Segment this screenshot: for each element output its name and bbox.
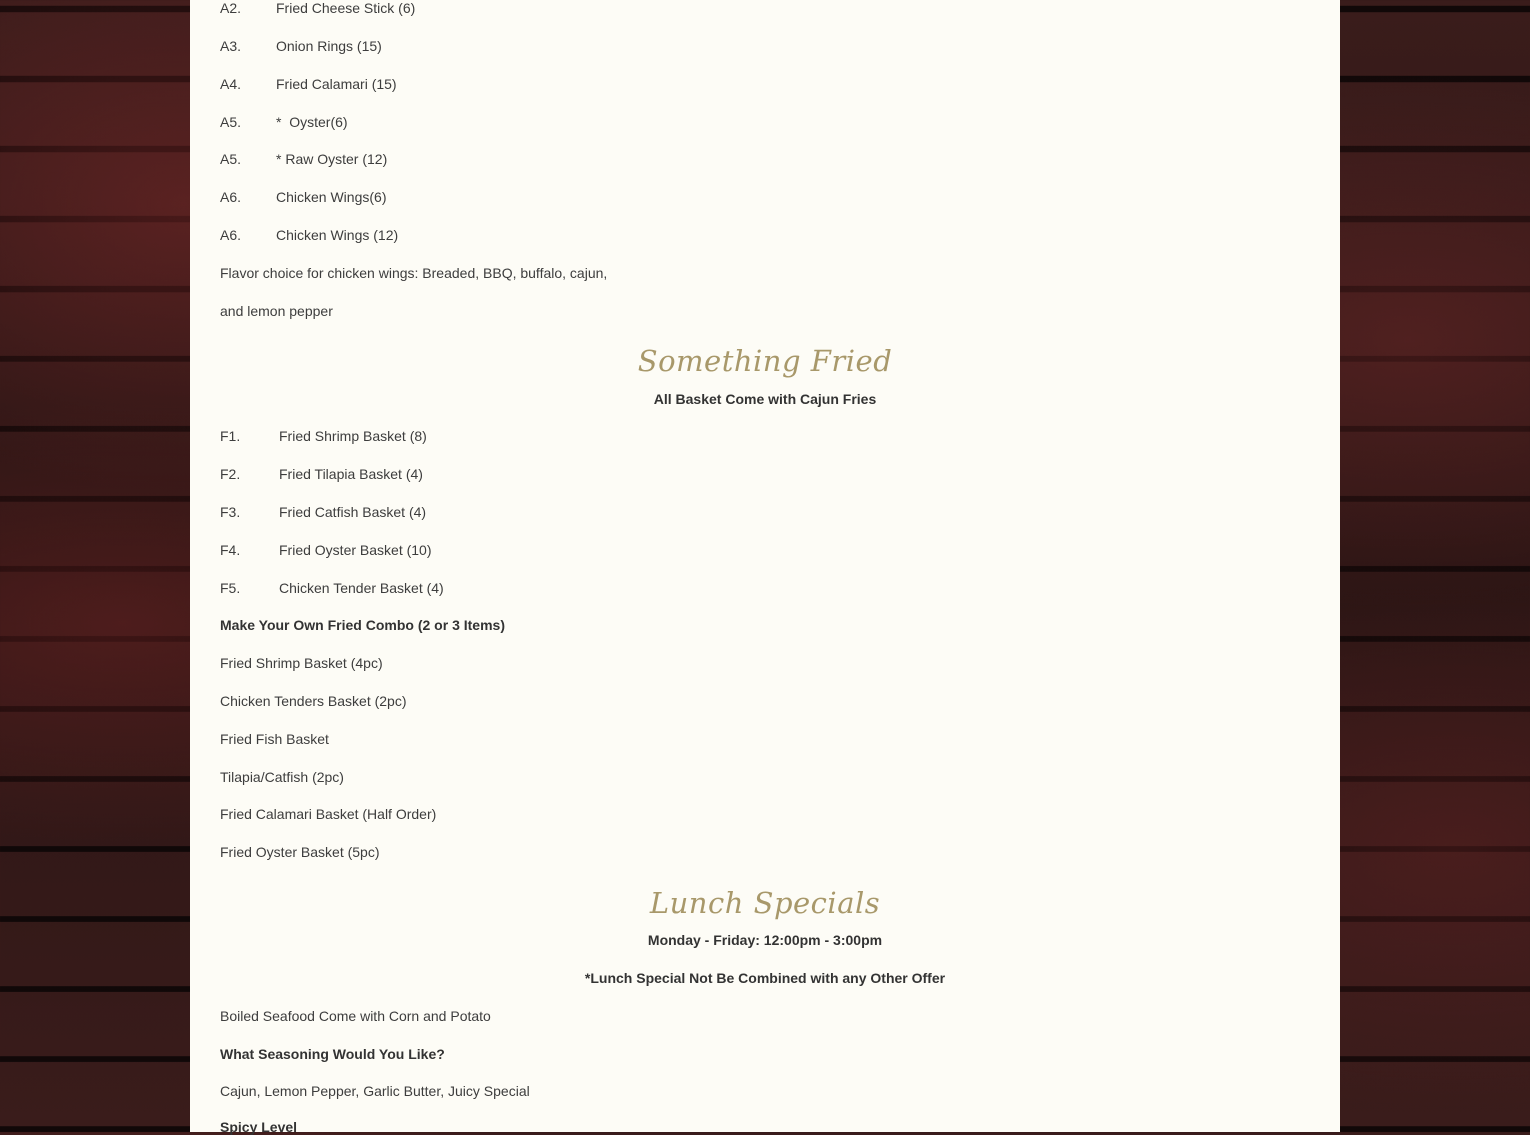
menu-item (220, 76, 397, 92)
item-name: Fried Shrimp Basket (8) (279, 428, 427, 444)
seasoning-question: What Seasoning Would You Like? (220, 1046, 445, 1062)
item-code: A6. (220, 227, 242, 243)
wings-flavor-note: Flavor choice for chicken wings: Breaded, BBQ, buffalo, cajun, (220, 265, 608, 281)
menu-item (220, 189, 386, 205)
item-code: F4. (220, 542, 241, 558)
item-name: Fried Cheese Stick (6) (276, 0, 416, 16)
wings-flavor-note: and lemon pepper (220, 303, 333, 319)
lunch-notice: *Lunch Special Not Be Combined with any Other Offer (584, 970, 946, 986)
menu-item (220, 580, 444, 596)
combo-item: Tilapia/Catfish (2pc) (220, 769, 344, 785)
seasoning-options: Cajun, Lemon Pepper, Garlic Butter, Juicy Special (220, 1083, 530, 1099)
item-code: A6. (220, 189, 242, 205)
item-code: A5. (220, 114, 242, 130)
lunch-hours: Monday - Friday: 12:00pm - 3:00pm (647, 932, 883, 948)
lunch-line: Boiled Seafood Come with Corn and Potato (220, 1008, 491, 1024)
item-code: A3. (220, 38, 242, 54)
item-name: Fried Calamari (15) (276, 76, 397, 92)
item-code: A5. (220, 151, 242, 167)
section-title-lunch-specials: Lunch Specials (649, 886, 881, 920)
combo-item: Fried Calamari Basket (Half Order) (220, 806, 437, 822)
item-name: Fried Oyster Basket (10) (279, 542, 432, 558)
combo-item: Fried Oyster Basket (5pc) (220, 844, 380, 860)
menu-item (220, 38, 382, 54)
combo-item: Fried Shrimp Basket (4pc) (220, 655, 383, 671)
item-name: Chicken Tender Basket (4) (279, 580, 444, 596)
item-name: Fried Catfish Basket (4) (279, 504, 427, 520)
item-name: Onion Rings (15) (276, 38, 382, 54)
item-code: F5. (220, 580, 241, 596)
item-code: F2. (220, 466, 241, 482)
combo-item: Fried Fish Basket (220, 731, 329, 747)
combo-item: Chicken Tenders Basket (2pc) (220, 693, 407, 709)
menu-item (220, 466, 423, 482)
spicy-level-heading: Spicy Level (220, 1119, 298, 1135)
item-name: Chicken Wings (12) (276, 227, 399, 243)
item-name: Fried Tilapia Basket (4) (279, 466, 423, 482)
item-code: F3. (220, 504, 241, 520)
section-title-something-fried: Something Fried (637, 344, 893, 378)
item-name: Chicken Wings(6) (276, 189, 387, 205)
combo-heading: Make Your Own Fried Combo (2 or 3 Items) (220, 617, 505, 633)
item-code: F1. (220, 428, 241, 444)
menu-item (220, 227, 398, 243)
menu-item (220, 542, 432, 558)
menu-item (220, 428, 427, 444)
menu-item (220, 0, 415, 16)
menu-item (220, 114, 348, 130)
item-name: * Raw Oyster (12) (276, 151, 388, 167)
menu-item (220, 151, 387, 167)
item-code: A4. (220, 76, 242, 92)
item-name: * Oyster(6) (276, 114, 348, 130)
item-code: A2. (220, 0, 242, 16)
menu-panel (190, 0, 1340, 1135)
section-subtitle: All Basket Come with Cajun Fries (653, 391, 877, 407)
menu-item (220, 504, 426, 520)
